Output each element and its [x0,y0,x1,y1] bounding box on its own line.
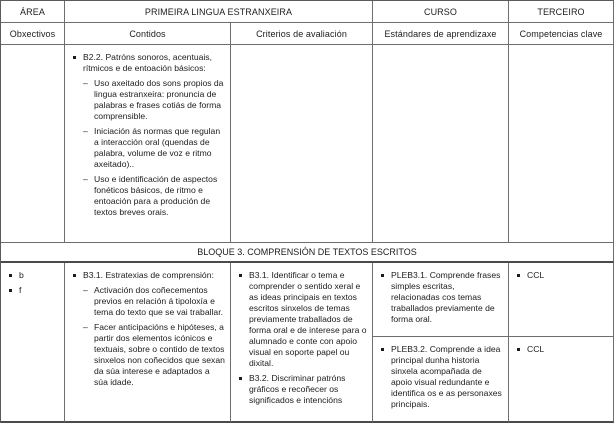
list-item [380,270,503,325]
header-subject-cell [65,1,373,23]
colheader-competencias-label: Competencias clave [519,28,603,39]
b2-competencias-empty-cell [509,45,614,243]
colheader-estandares [373,23,509,45]
list-item [8,285,59,296]
b3-criterios-cell [231,263,373,423]
list-item [72,270,225,281]
list-item [83,126,225,170]
b3-obxectivos-cell [1,263,65,423]
list-item-text: CCL [527,270,545,280]
b2-criterios-empty-cell [231,45,373,243]
bloque3-banner-label: BLOQUE 3. COMPRENSIÓN DE TEXTOS ESCRITOS [197,247,417,257]
list-item-text: PLEB3.2. Comprende a idea principal dunha historia sinxela acompañada de apoio visual redundante e identifica os e as personaxes principais. [391,344,502,409]
list-item-text: CCL [527,344,545,354]
b2-contidos-cell [65,45,231,243]
b3-estandares-pleb31-cell [373,263,509,337]
b3-estandares-pleb32-cell [373,337,509,423]
colheader-obxectivos [1,23,65,45]
colheader-estandares-label: Estándares de aprendizaxe [384,28,497,39]
list-item [72,52,225,74]
list-item-text: B3.1. Identificar o tema e comprender o sentido xeral e as ideas principais en textos escritos sinxelos de temas previamente traballados de forma oral e de interese para o alumnado e conte con apoio visual en soporte papel ou dixital. [249,270,367,368]
list-item [516,270,608,281]
list-item [238,373,367,406]
colheader-contidos [65,23,231,45]
list-item [83,174,225,218]
list-item-text: Uso axeitado dos sons propios da lingua estranxeira: pronuncia de palabras e frases cotiás de forma comprensible. [94,78,224,121]
list-item-text: Facer anticipacións e hipóteses, a partir dos elementos icónicos e textuais, sobre o contido de textos sinxelos non coñecidos que sexan da súa interese e adaptados a súa idade. [94,322,225,387]
list-item-text: B2.2. Patróns sonoros, acentuais, rítmicos e de entoación básicos: [83,52,212,73]
header-subject-label: PRIMEIRA LINGUA ESTRANXEIRA [144,6,293,17]
header-curso-cell [373,1,509,23]
list-item [83,322,225,388]
list-item [8,270,59,281]
header-area-label: ÁREA [20,6,45,17]
colheader-obxectivos-label: Obxectivos [9,28,56,39]
colheader-competencias [509,23,614,45]
b3-competencias-ccl2-cell [509,337,614,423]
header-curso-label: CURSO [423,6,457,17]
b2-estandares-empty-cell [373,45,509,243]
list-item-text: PLEB3.1. Comprende frases simples escritas, relacionadas cos temas traballados previamente de forma oral. [391,270,501,324]
list-item-text: f [19,285,22,295]
bloque3-banner [1,243,614,263]
list-item-text: B3.1. Estratexias de comprensión: [83,270,214,280]
list-item [380,344,503,410]
list-item [83,285,225,318]
colheader-criterios-label: Criterios de avaliación [256,28,347,39]
b2-obxectivos-empty-cell [1,45,65,243]
list-item-text: b [19,270,24,280]
colheader-contidos-label: Contidos [129,28,166,39]
list-item [238,270,367,369]
list-item-text: Iniciación ás normas que regulan a interacción oral (quendas de palabra, volume de voz e ritmo axeitado).. [94,126,221,169]
list-item-text: B3.2. Discriminar patróns gráficos e recoñecer os significados e intencións [249,373,346,405]
list-item-text: Activación dos coñecementos previos en relación á tipoloxía e tema do texto que se vai traballar. [94,285,223,317]
list-item [83,78,225,122]
list-item-text: Uso e identificación de aspectos fonéticos básicos, de ritmo e entoación para a produción de textos breves orais. [94,174,218,217]
header-terceiro-cell [509,1,614,23]
header-terceiro-label: TERCEIRO [537,6,585,17]
header-area-cell [1,1,65,23]
b3-contidos-cell [65,263,231,423]
list-item [516,344,608,355]
colheader-criterios [231,23,373,45]
b3-competencias-ccl1-cell [509,263,614,337]
